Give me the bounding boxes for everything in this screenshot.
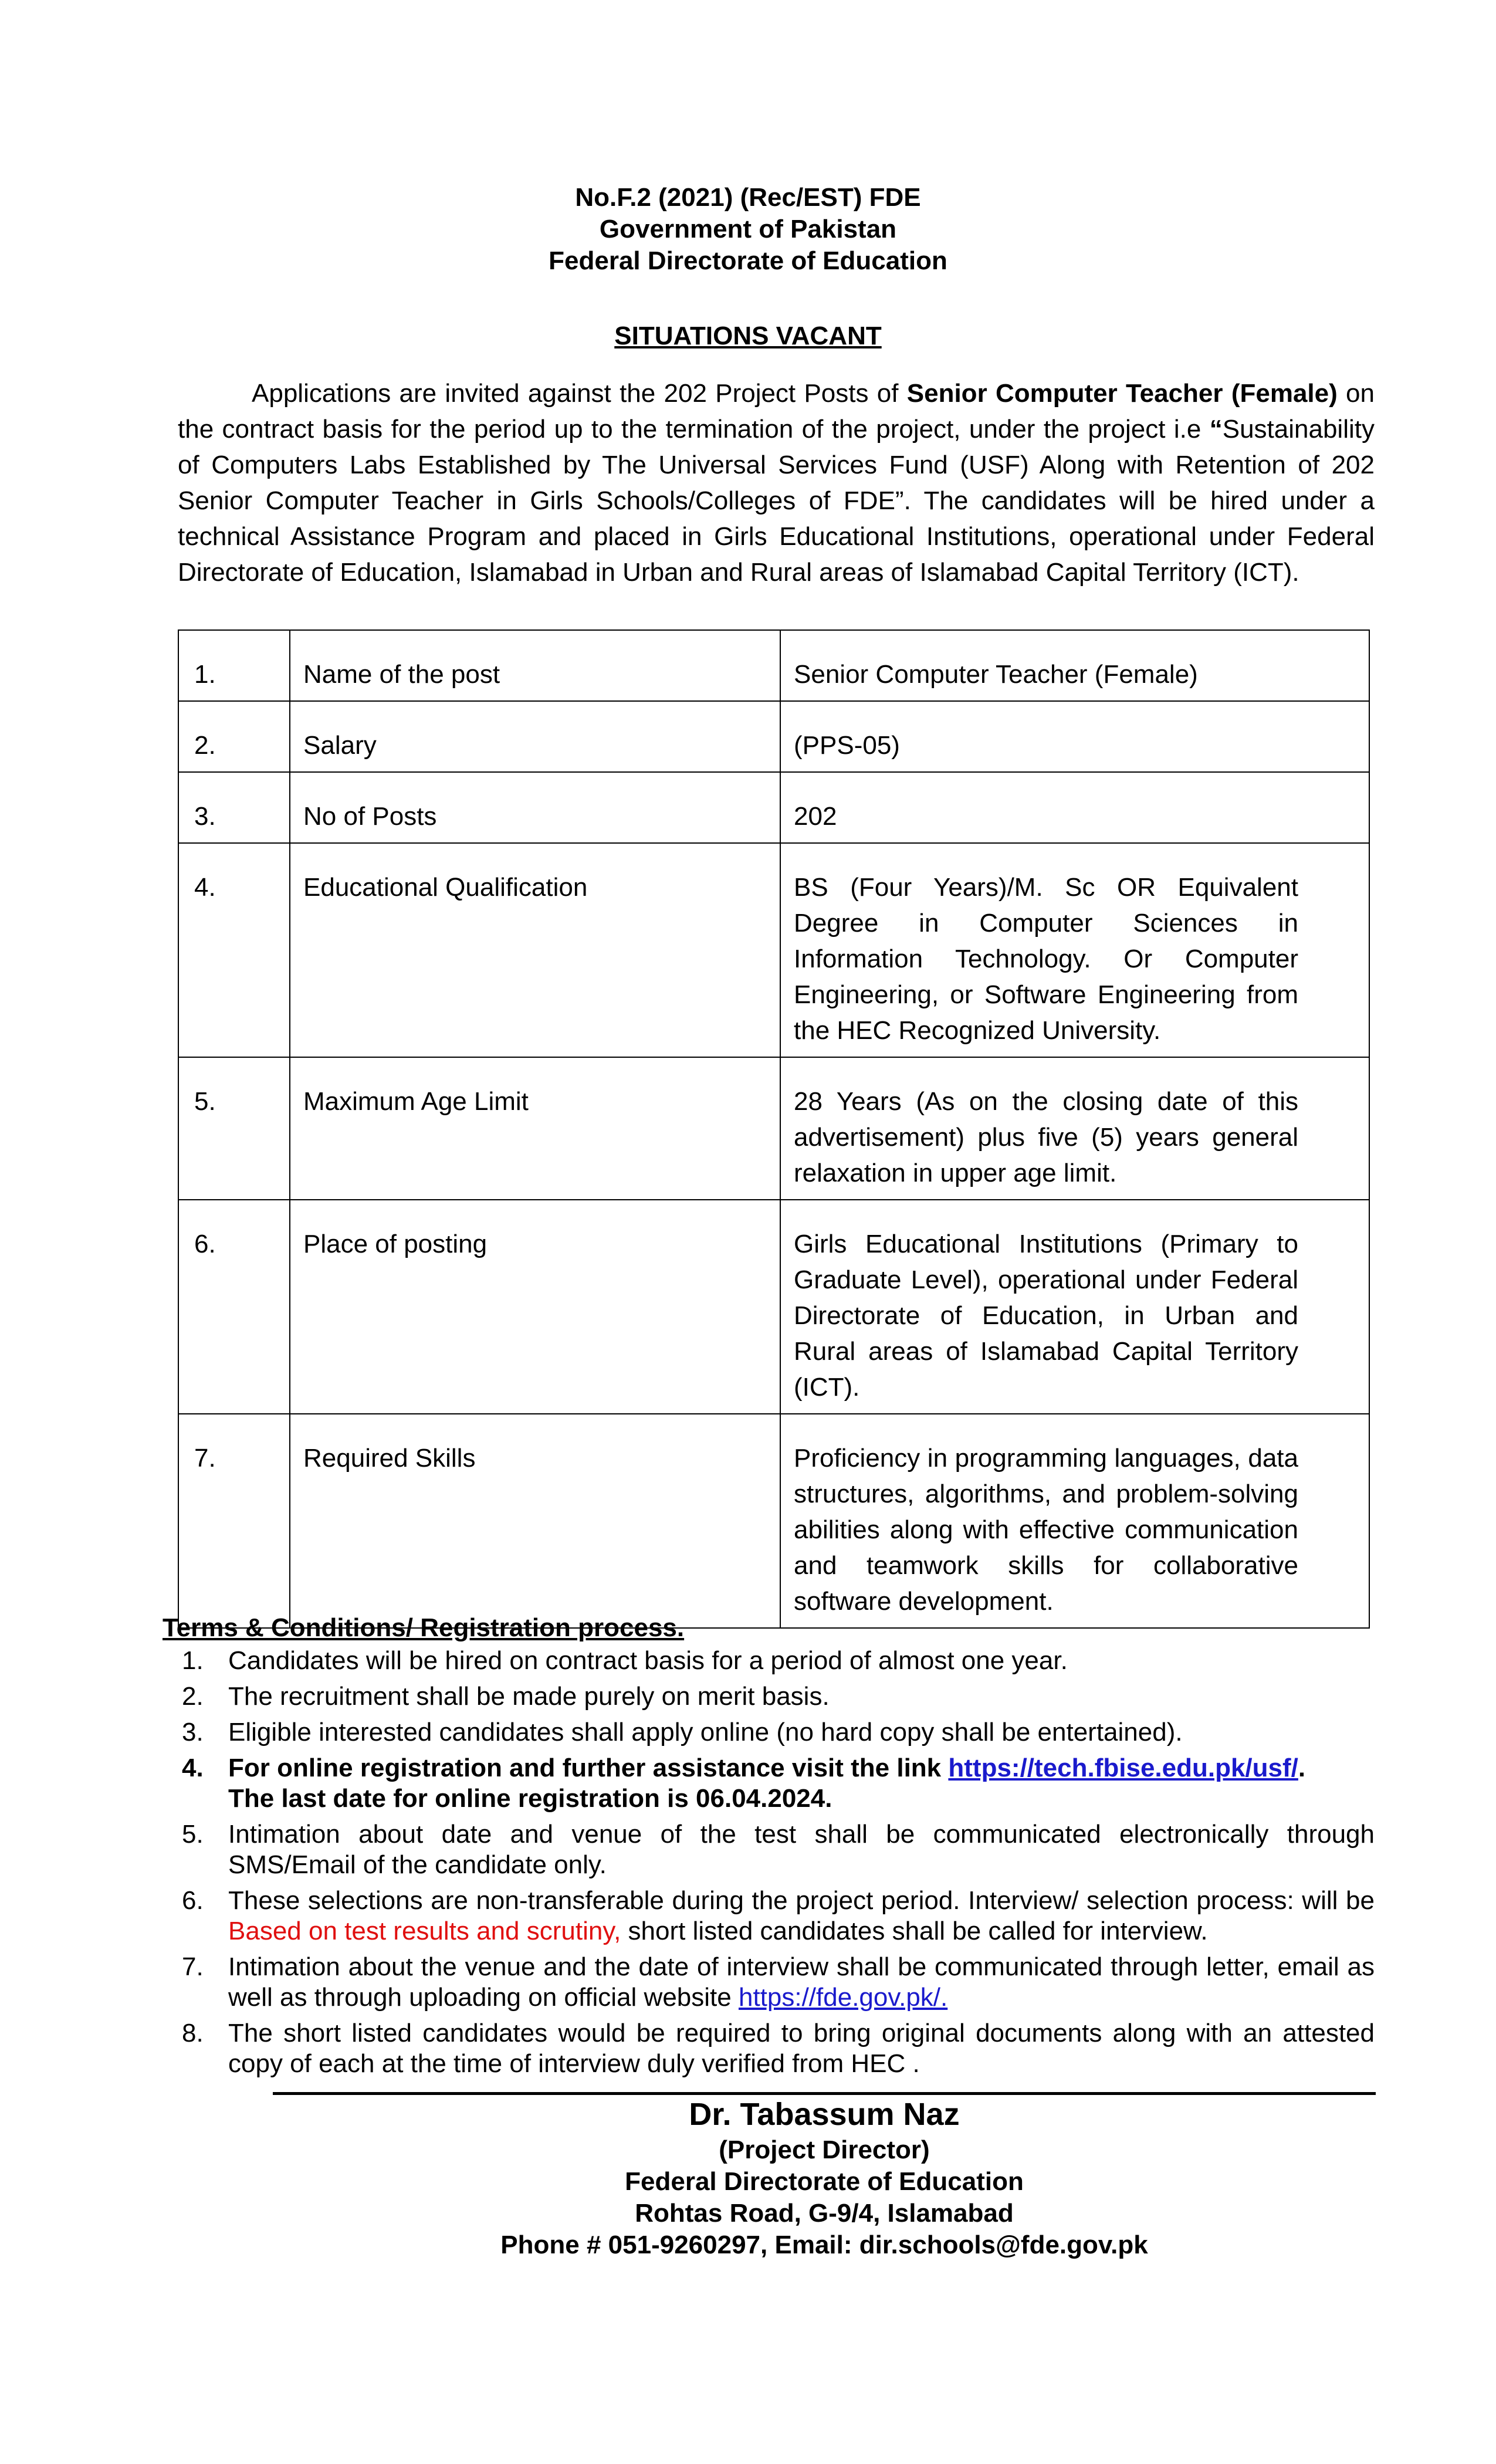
item-text: For online registration and further assistance visit the link (228, 1754, 949, 1782)
item-number: 4. (182, 1754, 204, 1782)
terms-title: Terms & Conditions/ Registration process. (163, 1613, 685, 1642)
item-number: 5. (182, 1820, 204, 1849)
row-value: Proficiency in programming languages, data structures, algorithms, and problem-solving abilities along with effective communication and teamwork skills for collaborative software development. (780, 1414, 1369, 1628)
website-link[interactable]: https://fde.gov.pk/. (738, 1983, 948, 2012)
row-value: BS (Four Years)/M. Sc OR Equivalent Degree in Computer Sciences in Information Technology. Or Computer Engineering, or Software Engineering from the HEC Recognized University. (780, 843, 1369, 1057)
row-value: Senior Computer Teacher (Female) (780, 630, 1369, 701)
signatory-contact: Phone # 051-9260297, Email: dir.schools@fde.gov.pk (500, 2231, 1148, 2259)
list-item (163, 1646, 1375, 1676)
row-number: 5. (178, 1057, 290, 1200)
row-value: 202 (780, 772, 1369, 843)
table-row (178, 1057, 1369, 1200)
item-text: Eligible interested candidates shall apply online (no hard copy shall be entertained). (228, 1718, 1183, 1747)
list-item (163, 1717, 1375, 1748)
item-number: 7. (182, 1952, 204, 1981)
row-value: (PPS-05) (780, 701, 1369, 772)
table-row (178, 1200, 1369, 1414)
signatory-address: Rohtas Road, G-9/4, Islamabad (635, 2199, 1014, 2228)
intro-quote-mark: “ (1209, 415, 1223, 444)
intro-paragraph (178, 375, 1375, 590)
table-row (178, 772, 1369, 843)
directorate-name: Federal Directorate of Education (549, 246, 947, 275)
row-field: Salary (290, 701, 780, 772)
signatory-name: Dr. Tabassum Naz (689, 2097, 960, 2132)
last-date-text: The last date for online registration is 06.04.2024. (228, 1784, 832, 1813)
terms-list (163, 1646, 1375, 2084)
row-field: Place of posting (290, 1200, 780, 1414)
item-text: . (1298, 1754, 1306, 1782)
row-number: 4. (178, 843, 290, 1057)
row-value: 28 Years (As on the closing date of this advertisement) plus five (5) years general relaxation in upper age limit. (780, 1057, 1369, 1200)
row-field: Required Skills (290, 1414, 780, 1628)
item-text: Intimation about the venue and the date of interview shall be communicated through letter, email as well as through uploading on official website (228, 1952, 1375, 2012)
document-header (0, 182, 1496, 277)
intro-text: Sustainability of Computers Labs Established by The Universal Services Fund (USF) Along with Retention of 202 Senior Computer Teacher in Girls Schools/Colleges of FDE”. The candidates will be hired under a technical Assistance Program and placed in Girls Educational Institutions, operational under Federal Directorate of Education, Islamabad in Urban and Rural areas of Islamabad Capital Territory (ICT). (178, 415, 1375, 587)
post-details-table (178, 629, 1370, 1629)
highlighted-text: Based on test results and scrutiny, (228, 1917, 621, 1945)
row-number: 2. (178, 701, 290, 772)
row-number: 6. (178, 1200, 290, 1414)
signatory-organization: Federal Directorate of Education (625, 2167, 1024, 2196)
item-text: Intimation about date and venue of the test shall be communicated electronically through SMS/Email of the candidate only. (228, 1820, 1375, 1879)
item-text: The short listed candidates would be required to bring original documents along with an attested copy of each at the time of interview duly verified from HEC . (228, 2019, 1375, 2078)
list-item (163, 1819, 1375, 1880)
reference-number: No.F.2 (2021) (Rec/EST) FDE (575, 183, 921, 212)
row-field: Name of the post (290, 630, 780, 701)
intro-text: on the contract basis for the period up to the termination of the project, under the project i.e (178, 379, 1375, 444)
row-field: Maximum Age Limit (290, 1057, 780, 1200)
signatory-title: (Project Director) (719, 2135, 930, 2164)
row-value: Girls Educational Institutions (Primary to Graduate Level), operational under Federal Directorate of Education, in Urban and Rural areas of Islamabad Capital Territory (ICT). (780, 1200, 1369, 1414)
item-text: These selections are non-transferable during the project period. Interview/ selection process: will be (228, 1886, 1375, 1915)
list-item (163, 1753, 1375, 1814)
row-number: 1. (178, 630, 290, 701)
table-row (178, 1414, 1369, 1628)
table-row (178, 843, 1369, 1057)
item-number: 8. (182, 2019, 204, 2047)
table-row (178, 630, 1369, 701)
table-row (178, 701, 1369, 772)
row-field: Educational Qualification (290, 843, 780, 1057)
item-number: 1. (182, 1646, 204, 1675)
item-number: 3. (182, 1718, 204, 1747)
registration-link[interactable]: https://tech.fbise.edu.pk/usf/ (948, 1754, 1298, 1782)
list-item (163, 1681, 1375, 1712)
row-number: 3. (178, 772, 290, 843)
intro-text: Applications are invited against the 202 Project Posts of (252, 379, 907, 408)
row-number: 7. (178, 1414, 290, 1628)
intro-post-name: Senior Computer Teacher (Female) (906, 379, 1338, 408)
item-text: The recruitment shall be made purely on merit basis. (228, 1682, 830, 1711)
list-item (163, 1952, 1375, 2013)
item-number: 2. (182, 1682, 204, 1711)
item-text: short listed candidates shall be called for interview. (621, 1917, 1208, 1945)
signature-block (273, 2094, 1376, 2261)
page-title: SITUATIONS VACANT (614, 321, 882, 350)
list-item (163, 2018, 1375, 2079)
row-field: No of Posts (290, 772, 780, 843)
item-number: 6. (182, 1886, 204, 1915)
item-text: Candidates will be hired on contract basis for a period of almost one year. (228, 1646, 1068, 1675)
government-name: Government of Pakistan (599, 215, 897, 243)
list-item (163, 1886, 1375, 1947)
